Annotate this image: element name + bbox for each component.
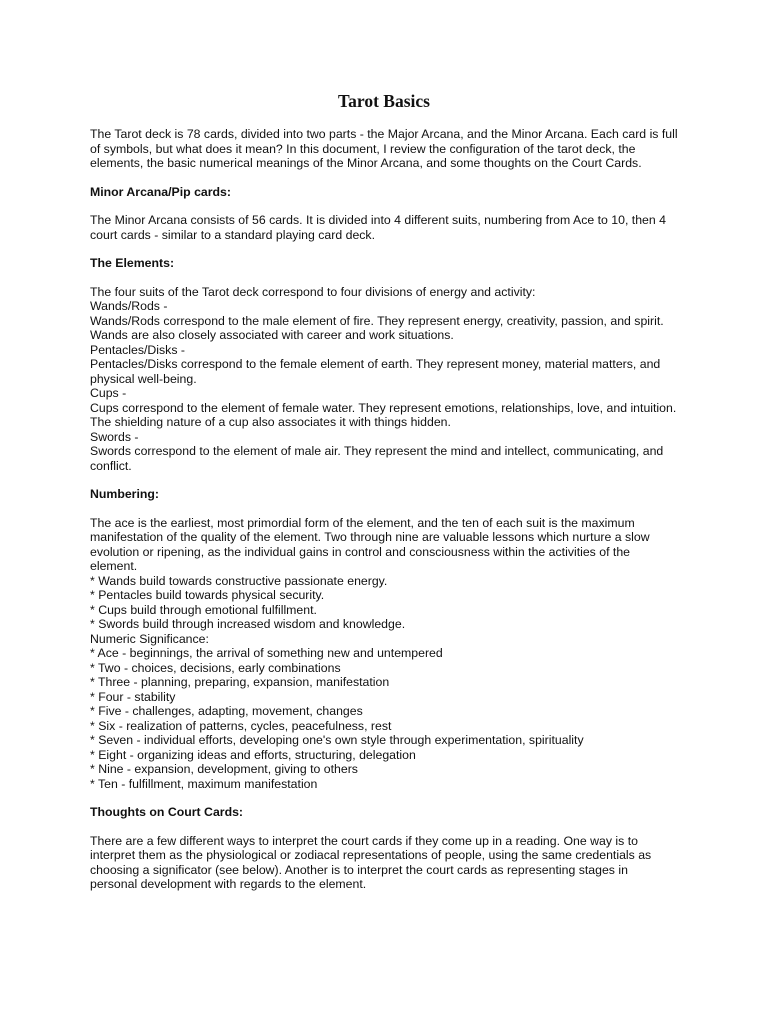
list-item: * Six - realization of patterns, cycles, peacefulness, rest [90, 718, 392, 733]
list-item: * Nine - expansion, development, giving to others [90, 762, 358, 776]
minor-arcana-heading: Minor Arcana/Pip cards: [90, 184, 231, 199]
numbering-intro: The ace is the earliest, most primordial form of the element, and the ten of each suit is the maximum manifestation of the quality of the element. Two through nine are valuable lessons which nurture a slow evolution or ripening, as the individual gains in control and consciousness within the activities of the element. [90, 515, 650, 573]
pentacles-label: Pentacles/Disks - [90, 342, 185, 357]
numbering-section [90, 516, 678, 792]
swords-label: Swords - [90, 429, 139, 444]
cups-label: Cups - [90, 386, 127, 400]
document-title: Tarot Basics [338, 91, 430, 111]
list-item: * Pentacles build towards physical security. [90, 588, 325, 602]
elements-heading: The Elements: [90, 256, 175, 270]
list-item: * Cups build through emotional fulfillment. [90, 602, 317, 617]
cups-text: Cups correspond to the element of female water. They represent emotions, relationships, love, and intuition. The shielding nature of a cup also associates it with things hidden. [90, 400, 677, 429]
swords-text: Swords correspond to the element of male air. They represent the mind and intellect, communicating, and conflict. [90, 444, 664, 473]
list-item: * Ace - beginnings, the arrival of something new and untempered [90, 646, 443, 660]
elements-section [90, 285, 678, 474]
intro-paragraph: The Tarot deck is 78 cards, divided into two parts - the Major Arcana, and the Minor Arcana. Each card is full of symbols, but what does it mean? In this document, I review the configuration of the tarot deck, the elements, the basic numerical meanings of the Minor Arcana, and some thoughts on the Court Cards. [90, 127, 678, 170]
list-item: * Five - challenges, adapting, movement, changes [90, 704, 363, 718]
list-item: * Seven - individual efforts, developing one's own style through experimentation, spirituality [90, 733, 584, 747]
numeric-significance-label: Numeric Significance: [90, 631, 209, 646]
wands-text: Wands/Rods correspond to the male element of fire. They represent energy, creativity, passion, and spirit. Wands are also closely associated with career and work situations. [90, 313, 664, 342]
court-cards-paragraph: There are a few different ways to interpret the court cards if they come up in a reading. One way is to interpret them as the physiological or zodiacal representations of people, using the same credentials as choosing a significator (see below). Another is to interpret the court cards as representing stages in personal development with regards to the element. [90, 833, 652, 891]
list-item: * Ten - fulfillment, maximum manifestation [90, 776, 318, 791]
list-item: * Wands build towards constructive passionate energy. [90, 573, 388, 588]
minor-arcana-paragraph: The Minor Arcana consists of 56 cards. It is divided into 4 different suits, numbering from Ace to 10, then 4 court cards - similar to a standard playing card deck. [90, 213, 666, 242]
numbering-heading: Numbering: [90, 487, 159, 501]
list-item: * Two - choices, decisions, early combinations [90, 660, 341, 675]
list-item: * Four - stability [90, 689, 176, 704]
court-cards-heading: Thoughts on Court Cards: [90, 805, 244, 819]
pentacles-text: Pentacles/Disks correspond to the female element of earth. They represent money, material matters, and physical well-being. [90, 357, 661, 386]
list-item: * Three - planning, preparing, expansion, manifestation [90, 675, 390, 689]
elements-intro: The four suits of the Tarot deck correspond to four divisions of energy and activity: [90, 284, 536, 299]
list-item: * Eight - organizing ideas and efforts, structuring, delegation [90, 747, 416, 762]
list-item: * Swords build through increased wisdom and knowledge. [90, 617, 406, 631]
wands-label: Wands/Rods - [90, 299, 168, 313]
